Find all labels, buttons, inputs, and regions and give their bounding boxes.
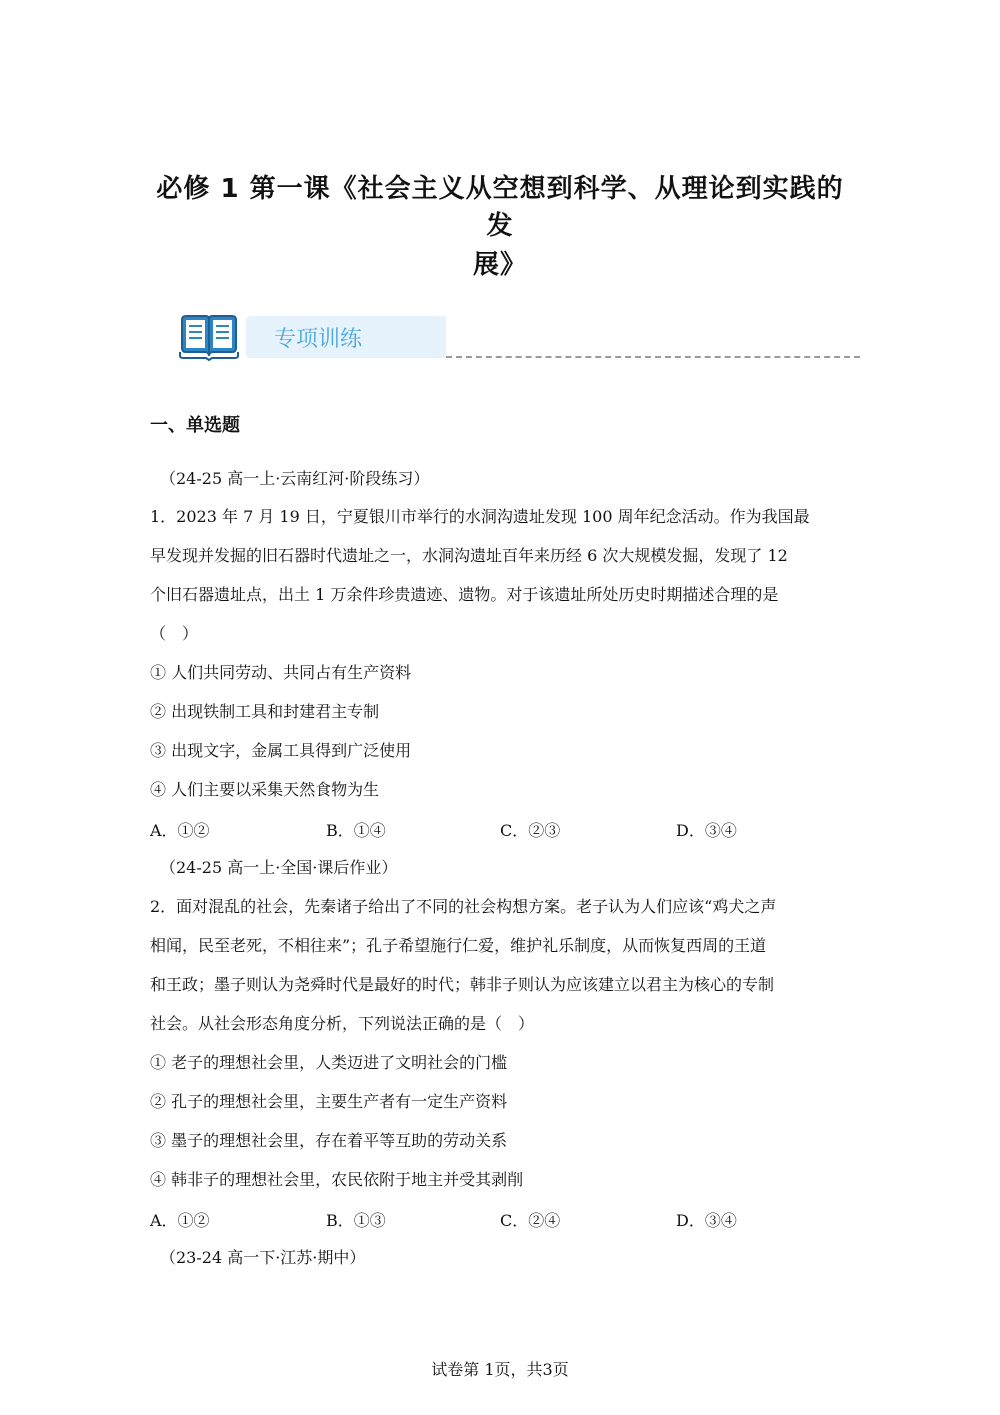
page-title-line1: 必修 1 第一课《社会主义从空想到科学、从理论到实践的发 [156, 174, 844, 241]
question-source: （23-24 高一下·江苏·期中） [160, 1248, 366, 1267]
answer-option-a[interactable]: A．①② [150, 1211, 210, 1230]
statement: ④ 人们主要以采集天然食物为生 [150, 780, 380, 799]
question-stem-line: 和王政；墨子则认为尧舜时代是最好的时代；韩非子则认为应该建立以君主为核心的专制 [150, 975, 775, 994]
question-stem-line: 相闻，民至老死，不相往来”；孔子希望施行仁爱，维护礼乐制度，从而恢复西周的王道 [150, 936, 767, 955]
banner-tag [246, 316, 446, 358]
answer-option-a[interactable]: A．①② [150, 821, 210, 840]
banner-label: 专项训练 [274, 327, 363, 352]
section-banner [178, 312, 860, 362]
question-source: （24-25 高一上·全国·课后作业） [160, 858, 398, 877]
answer-option-c[interactable]: C．②③ [500, 821, 561, 840]
page-title-line2: 展》 [472, 250, 527, 280]
banner-divider [446, 356, 860, 358]
statement: ③ 墨子的理想社会里，存在着平等互助的劳动关系 [150, 1131, 508, 1150]
statement: ③ 出现文字，金属工具得到广泛使用 [150, 741, 412, 760]
question-source: （24-25 高一上·云南红河·阶段练习） [160, 469, 430, 488]
question-stem-line: 1．2023 年 7 月 19 日，宁夏银川市举行的水洞沟遗址发现 100 周年纪念活动。作为我国最 [150, 507, 810, 526]
question-stem-line: 个旧石器遗址点，出土 1 万余件珍贵遗迹、遗物。对于该遗址所处历史时期描述合理的是 [150, 585, 779, 604]
answer-option-b[interactable]: B．①③ [326, 1211, 386, 1230]
statement: ① 人们共同劳动、共同占有生产资料 [150, 663, 412, 682]
question-stem-line: 早发现并发掘的旧石器时代遗址之一，水洞沟遗址百年来历经 6 次大规模发掘，发现了 12 [150, 546, 788, 565]
section-heading: 一、单选题 [150, 415, 240, 436]
page-footer: 试卷第 1页，共3页 [431, 1360, 569, 1379]
answer-option-d[interactable]: D．③④ [676, 821, 737, 840]
question-stem-line: 社会。从社会形态角度分析，下列说法正确的是（ ） [150, 1014, 535, 1033]
statement: ② 孔子的理想社会里，主要生产者有一定生产资料 [150, 1092, 508, 1111]
statement: ② 出现铁制工具和封建君主专制 [150, 702, 380, 721]
question-stem-line: 2．面对混乱的社会，先秦诸子给出了不同的社会构想方案。老子认为人们应该“鸡犬之声 [150, 897, 777, 916]
open-book-icon [178, 312, 240, 362]
answer-option-b[interactable]: B．①④ [326, 821, 386, 840]
statement: ④ 韩非子的理想社会里，农民依附于地主并受其剥削 [150, 1170, 524, 1189]
answer-option-d[interactable]: D．③④ [676, 1211, 737, 1230]
answer-option-c[interactable]: C．②④ [500, 1211, 561, 1230]
statement: ① 老子的理想社会里，人类迈进了文明社会的门槛 [150, 1053, 508, 1072]
question-stem-line: （ ） [150, 624, 199, 643]
